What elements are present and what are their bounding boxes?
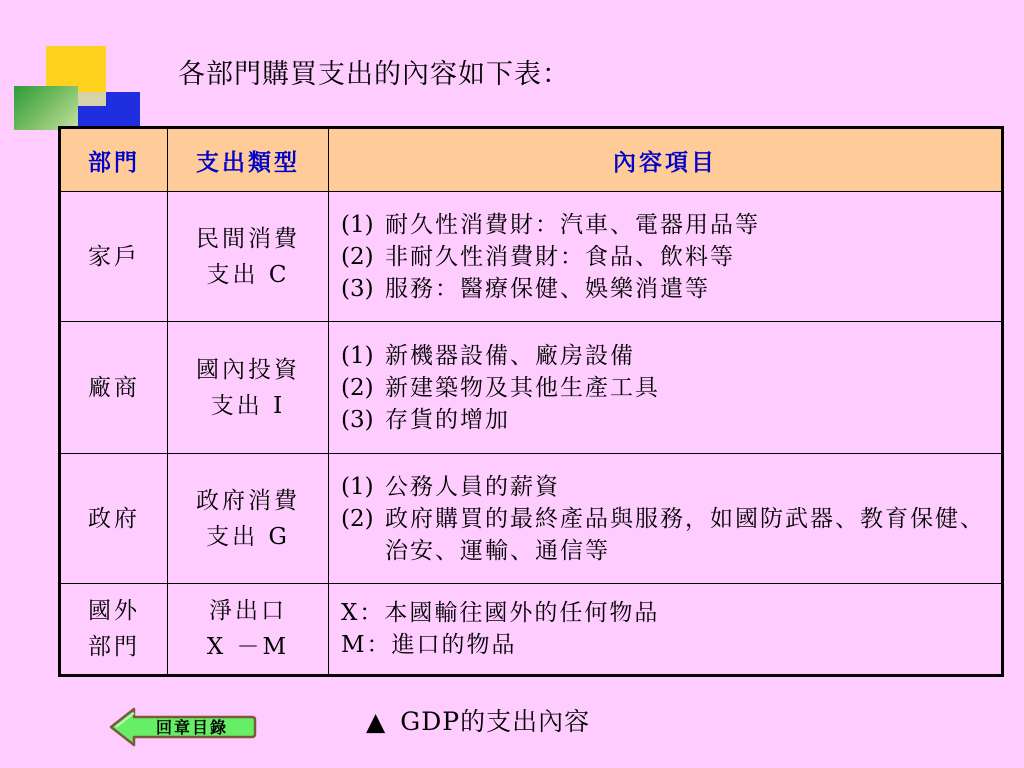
- expenditure-type-cell: [168, 192, 329, 322]
- expenditure-type-line: 支出 C: [206, 261, 290, 288]
- content-item: [341, 241, 987, 273]
- item-text: 新機器設備、廠房設備: [385, 342, 635, 369]
- content-items-cell: [329, 454, 1003, 584]
- sector-cell: [60, 322, 168, 454]
- content-items-cell: [329, 192, 1003, 322]
- header-content-items: 內容項目: [329, 128, 1003, 192]
- sector-cell: [60, 454, 168, 584]
- item-text: 服務：醫療保健、娛樂消遣等: [385, 275, 710, 302]
- expenditure-type-line: X －M: [206, 634, 290, 660]
- item-number: (1): [341, 342, 374, 369]
- content-item: [341, 273, 987, 305]
- content-item: [341, 597, 987, 629]
- expenditure-type-line: 支出 I: [210, 392, 286, 419]
- sector-label: 家戶: [88, 243, 140, 270]
- table-row: [60, 192, 1003, 322]
- sector-label: 廠商: [88, 374, 140, 401]
- item-number: (2): [341, 374, 374, 401]
- content-item: [341, 340, 987, 372]
- content-item: [341, 629, 987, 661]
- item-text: 政府購買的最終產品與服務，如國防武器、教育保健、治安、運輸、通信等: [385, 505, 985, 564]
- item-number: (3): [341, 406, 374, 433]
- table-row: [60, 322, 1003, 454]
- content-items-cell: [329, 322, 1003, 454]
- back-to-contents-button[interactable]: [108, 706, 258, 748]
- item-number: (1): [341, 473, 374, 500]
- header-sector: 部門: [60, 128, 168, 192]
- content-items-cell: [329, 584, 1003, 676]
- expenditure-table: [58, 126, 1004, 677]
- decorative-green-square: [14, 86, 78, 130]
- expenditure-type-line: 支出 G: [206, 523, 290, 550]
- table-row: [60, 454, 1003, 584]
- expenditure-type-cell: [168, 322, 329, 454]
- sector-label: 部門: [88, 634, 140, 660]
- item-number: (2): [341, 243, 374, 270]
- content-item: [341, 471, 987, 503]
- item-text: 公務人員的薪資: [385, 473, 560, 500]
- sector-cell: [60, 584, 168, 676]
- caption-text: GDP的支出內容: [400, 707, 591, 736]
- item-text: 耐久性消費財：汽車、電器用品等: [385, 211, 760, 238]
- item-number: (3): [341, 275, 374, 302]
- page-title: 各部門購買支出的內容如下表：: [178, 59, 570, 90]
- content-item: [341, 503, 987, 567]
- item-text: 新建築物及其他生產工具: [385, 374, 660, 401]
- item-text: 非耐久性消費財：食品、飲料等: [385, 243, 735, 270]
- content-item: [341, 404, 987, 436]
- expenditure-type-line: 淨出口: [209, 598, 287, 624]
- caption-marker: ▲: [366, 707, 387, 736]
- sector-cell: [60, 192, 168, 322]
- expenditure-type-line: 政府消費: [196, 487, 300, 514]
- content-item: [341, 209, 987, 241]
- item-number: (1): [341, 211, 374, 238]
- expenditure-type-line: 民間消費: [196, 225, 300, 252]
- table-header-row: [60, 128, 1003, 192]
- table-row: [60, 584, 1003, 676]
- expenditure-type-line: 國內投資: [196, 356, 300, 383]
- expenditure-type-cell: [168, 584, 329, 676]
- sector-label: 政府: [88, 505, 140, 532]
- item-text: 存貨的增加: [385, 406, 510, 433]
- sector-label: 國外: [88, 598, 140, 624]
- content-item: [341, 372, 987, 404]
- item-text: M：進口的物品: [341, 632, 517, 658]
- expenditure-type-cell: [168, 454, 329, 584]
- decorative-overlap-block: [76, 92, 106, 106]
- header-expenditure-type: 支出類型: [168, 128, 329, 192]
- item-text: X：本國輸往國外的任何物品: [341, 600, 660, 626]
- back-button-label: 回章目錄: [155, 718, 228, 737]
- item-number: (2): [341, 505, 374, 532]
- figure-caption: [366, 702, 590, 738]
